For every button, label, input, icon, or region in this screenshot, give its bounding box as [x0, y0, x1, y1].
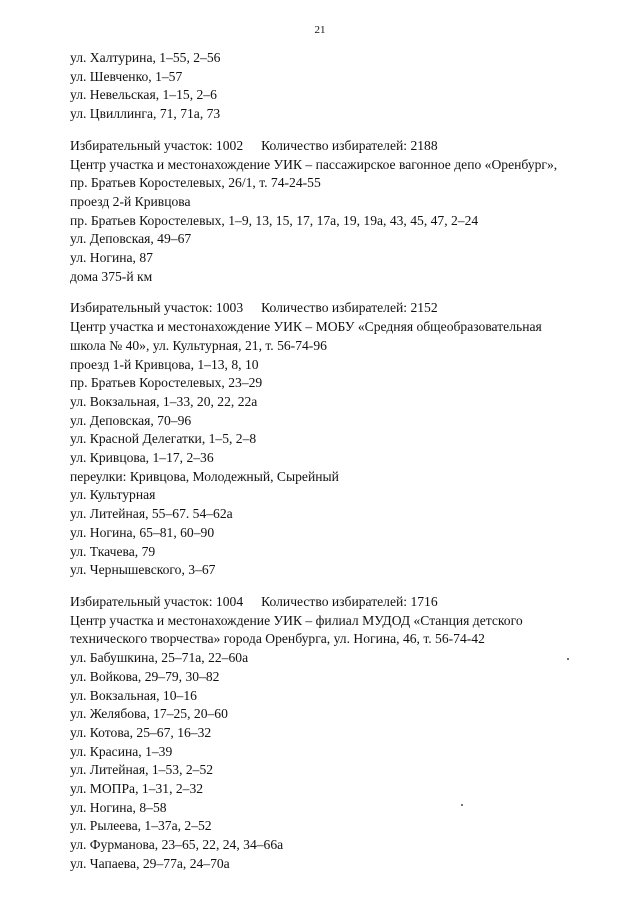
street-line: ул. Ногина, 8–58: [70, 799, 167, 815]
document-body: [70, 49, 615, 874]
center-location: Центр участка и местонахождение УИК – МОБУ «Средняя общеобразовательная: [70, 319, 542, 335]
street-line: ул. Котова, 25–67, 16–32: [70, 724, 212, 740]
center-location: пр. Братьев Коростелевых, 26/1, т. 74-24-55: [70, 175, 321, 191]
scan-speck: [567, 658, 569, 660]
district-header: [70, 299, 615, 318]
street-line: ул. Чернышевского, 3–67: [70, 562, 216, 578]
street-line: ул. Литейная, 55–67. 54–62а: [70, 506, 233, 522]
center-location: школа № 40», ул. Культурная, 21, т. 56-74-96: [70, 337, 327, 353]
street-line: ул. Желябова, 17–25, 20–60: [70, 706, 228, 722]
street-line: проезд 2-й Кривцова: [70, 193, 191, 209]
district-number: Избирательный участок: 1003: [70, 300, 244, 316]
scan-speck: [461, 804, 463, 806]
street-line: ул. Деповская, 49–67: [70, 231, 192, 247]
street-line: пр. Братьев Коростелевых, 1–9, 13, 15, 17, 17а, 19, 19а, 43, 45, 47, 2–24: [70, 212, 479, 228]
street-line: ул. Красина, 1–39: [70, 743, 173, 759]
street-line: ул. Красной Делегатки, 1–5, 2–8: [70, 431, 257, 447]
street-line: ул. Ногина, 87: [70, 250, 153, 266]
voter-count: Количество избирателей: 2188: [261, 137, 438, 153]
street-line: ул. МОПРа, 1–31, 2–32: [70, 781, 204, 797]
street-line: ул. Вокзальная, 10–16: [70, 687, 197, 703]
center-location: технического творчества» города Оренбурга, ул. Ногина, 46, т. 56-74-42: [70, 631, 485, 647]
intro-street-list: [70, 49, 615, 124]
page-number: 21: [314, 24, 326, 36]
street-line: ул. Литейная, 1–53, 2–52: [70, 762, 214, 778]
street-line: ул. Цвиллинга, 71, 71а, 73: [70, 106, 221, 122]
street-line: ул. Рылеева, 1–37а, 2–52: [70, 818, 212, 834]
street-line: ул. Бабушкина, 25–71а, 22–60а: [70, 650, 249, 666]
district-section-1003: [70, 299, 615, 580]
district-number: Избирательный участок: 1002: [70, 137, 244, 153]
street-line: переулки: Кривцова, Молодежный, Сырейный: [70, 468, 339, 484]
center-location: Центр участка и местонахождение УИК – пассажирское вагонное депо «Оренбург»,: [70, 156, 558, 172]
street-line: проезд 1-й Кривцова, 1–13, 8, 10: [70, 356, 259, 372]
street-line: ул. Войкова, 29–79, 30–82: [70, 668, 220, 684]
street-line: ул. Невельская, 1–15, 2–6: [70, 87, 217, 103]
street-line: дома 375-й км: [70, 268, 153, 284]
voter-count: Количество избирателей: 2152: [261, 300, 438, 316]
district-section-1002: [70, 137, 615, 287]
district-section-1004: [70, 593, 615, 874]
street-line: ул. Культурная: [70, 487, 156, 503]
district-header: [70, 593, 615, 612]
street-line: ул. Фурманова, 23–65, 22, 24, 34–66а: [70, 837, 284, 853]
street-line: ул. Чапаева, 29–77а, 24–70а: [70, 855, 230, 871]
street-line: ул. Вокзальная, 1–33, 20, 22, 22а: [70, 393, 258, 409]
district-number: Избирательный участок: 1004: [70, 593, 244, 609]
voter-count: Количество избирателей: 1716: [261, 593, 438, 609]
street-line: ул. Ткачева, 79: [70, 543, 156, 559]
street-line: ул. Шевченко, 1–57: [70, 68, 183, 84]
street-line: ул. Деповская, 70–96: [70, 412, 192, 428]
district-header: [70, 137, 615, 156]
street-line: ул. Ногина, 65–81, 60–90: [70, 524, 215, 540]
street-line: ул. Халтурина, 1–55, 2–56: [70, 50, 221, 65]
center-location: Центр участка и местонахождение УИК – филиал МУДОД «Станция детского: [70, 612, 523, 628]
street-line: ул. Кривцова, 1–17, 2–36: [70, 450, 214, 466]
street-line: пр. Братьев Коростелевых, 23–29: [70, 375, 263, 391]
